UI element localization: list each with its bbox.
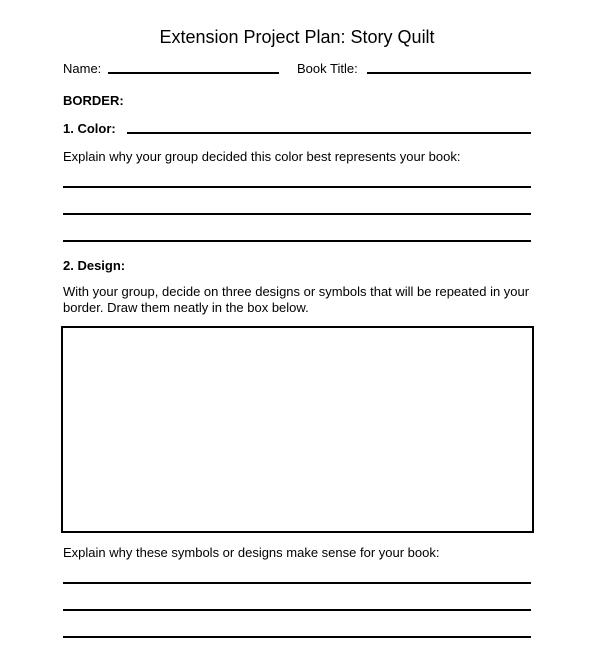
design-prompt-line-2: border. Draw them neatly in the box below. bbox=[63, 300, 309, 315]
symbols-explain-prompt: Explain why these symbols or designs make sense for your book: bbox=[63, 545, 440, 560]
name-field[interactable] bbox=[108, 72, 279, 74]
drawing-box[interactable] bbox=[61, 326, 534, 533]
design-label: 2. Design: bbox=[63, 258, 126, 273]
design-prompt-line-1: With your group, decide on three designs or symbols that will be repeated in your bbox=[63, 284, 530, 299]
name-label: Name: bbox=[63, 61, 102, 76]
color-label: 1. Color: bbox=[63, 121, 116, 136]
symbols-answer-line-2[interactable] bbox=[63, 609, 531, 611]
page-title: Extension Project Plan: Story Quilt bbox=[159, 27, 435, 47]
color-explain-prompt: Explain why your group decided this color best represents your book: bbox=[63, 149, 461, 164]
symbols-answer-line-1[interactable] bbox=[63, 582, 531, 584]
book-title-field[interactable] bbox=[367, 72, 531, 74]
color-answer-line-3[interactable] bbox=[63, 240, 531, 242]
color-answer-line-2[interactable] bbox=[63, 213, 531, 215]
design-prompt bbox=[63, 284, 529, 316]
border-heading: BORDER: bbox=[63, 93, 124, 108]
symbols-answer-line-3[interactable] bbox=[63, 636, 531, 638]
book-title-label: Book Title: bbox=[297, 61, 358, 76]
color-field[interactable] bbox=[127, 132, 531, 134]
color-answer-line-1[interactable] bbox=[63, 186, 531, 188]
